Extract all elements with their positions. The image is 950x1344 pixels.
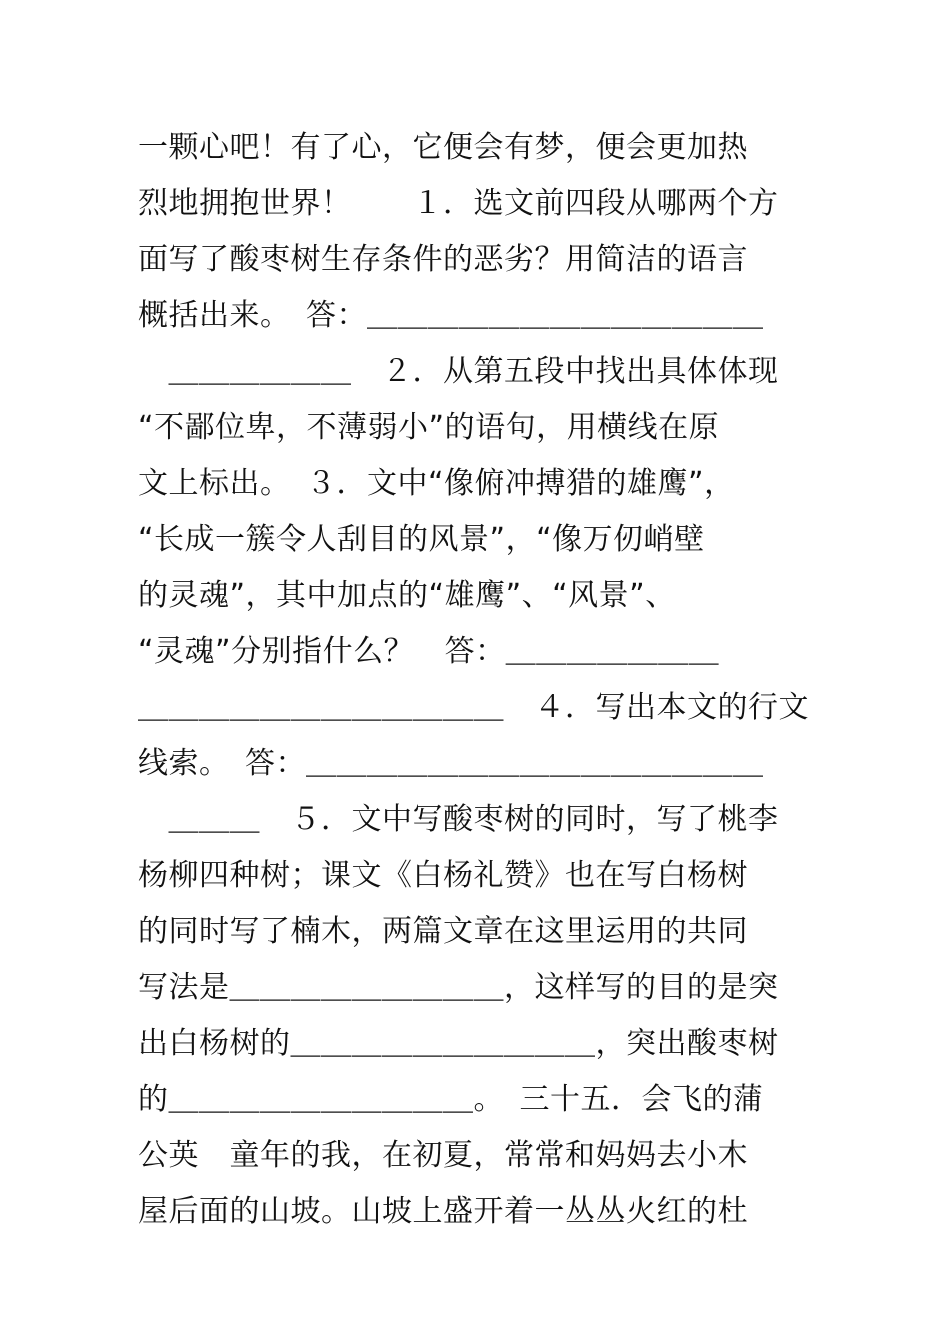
- text-line: 公英 童年的我，在初夏，常常和妈妈去小木: [138, 1138, 748, 1173]
- text-line: “灵魂”分别指什么？ 答：＿＿＿＿＿＿＿: [138, 634, 720, 669]
- text-line: ＿＿＿ ５．文中写酸枣树的同时，写了桃李: [138, 802, 779, 837]
- text-line: 的同时写了楠木，两篇文章在这里运用的共同: [138, 914, 748, 949]
- text-line: ＿＿＿＿＿＿＿＿＿＿＿＿ ４．写出本文的行文: [138, 690, 809, 725]
- text-line: 一颗心吧！有了心，它便会有梦，便会更加热: [138, 130, 748, 165]
- text-line: 的＿＿＿＿＿＿＿＿＿＿。 三十五．会飞的蒲: [138, 1082, 764, 1117]
- text-line: 线索。 答：＿＿＿＿＿＿＿＿＿＿＿＿＿＿＿: [138, 746, 764, 781]
- text-line: ＿＿＿＿＿＿ ２．从第五段中找出具体体现: [138, 354, 779, 389]
- text-line: 杨柳四种树；课文《白杨礼赞》也在写白杨树: [138, 858, 748, 893]
- text-line: 文上标出。 ３．文中“像俯冲搏猎的雄鹰”，: [138, 466, 735, 501]
- text-line: 出白杨树的＿＿＿＿＿＿＿＿＿＿，突出酸枣树: [138, 1026, 779, 1061]
- text-line: “长成一簇令人刮目的风景”，“像万仞峭壁: [138, 522, 705, 557]
- text-line: 概括出来。 答：＿＿＿＿＿＿＿＿＿＿＿＿＿: [138, 298, 764, 333]
- text-line: 烈地拥抱世界！ １．选文前四段从哪两个方: [138, 186, 779, 221]
- text-line: 面写了酸枣树生存条件的恶劣？用简洁的语言: [138, 242, 748, 277]
- text-line: 的灵魂”，其中加点的“雄鹰”、“风景”、: [138, 578, 676, 613]
- text-line: 屋后面的山坡。山坡上盛开着一丛丛火红的杜: [138, 1194, 748, 1229]
- text-line: “不鄙位卑，不薄弱小”的语句，用横线在原: [138, 410, 720, 445]
- text-line: 写法是＿＿＿＿＿＿＿＿＿，这样写的目的是突: [138, 970, 779, 1005]
